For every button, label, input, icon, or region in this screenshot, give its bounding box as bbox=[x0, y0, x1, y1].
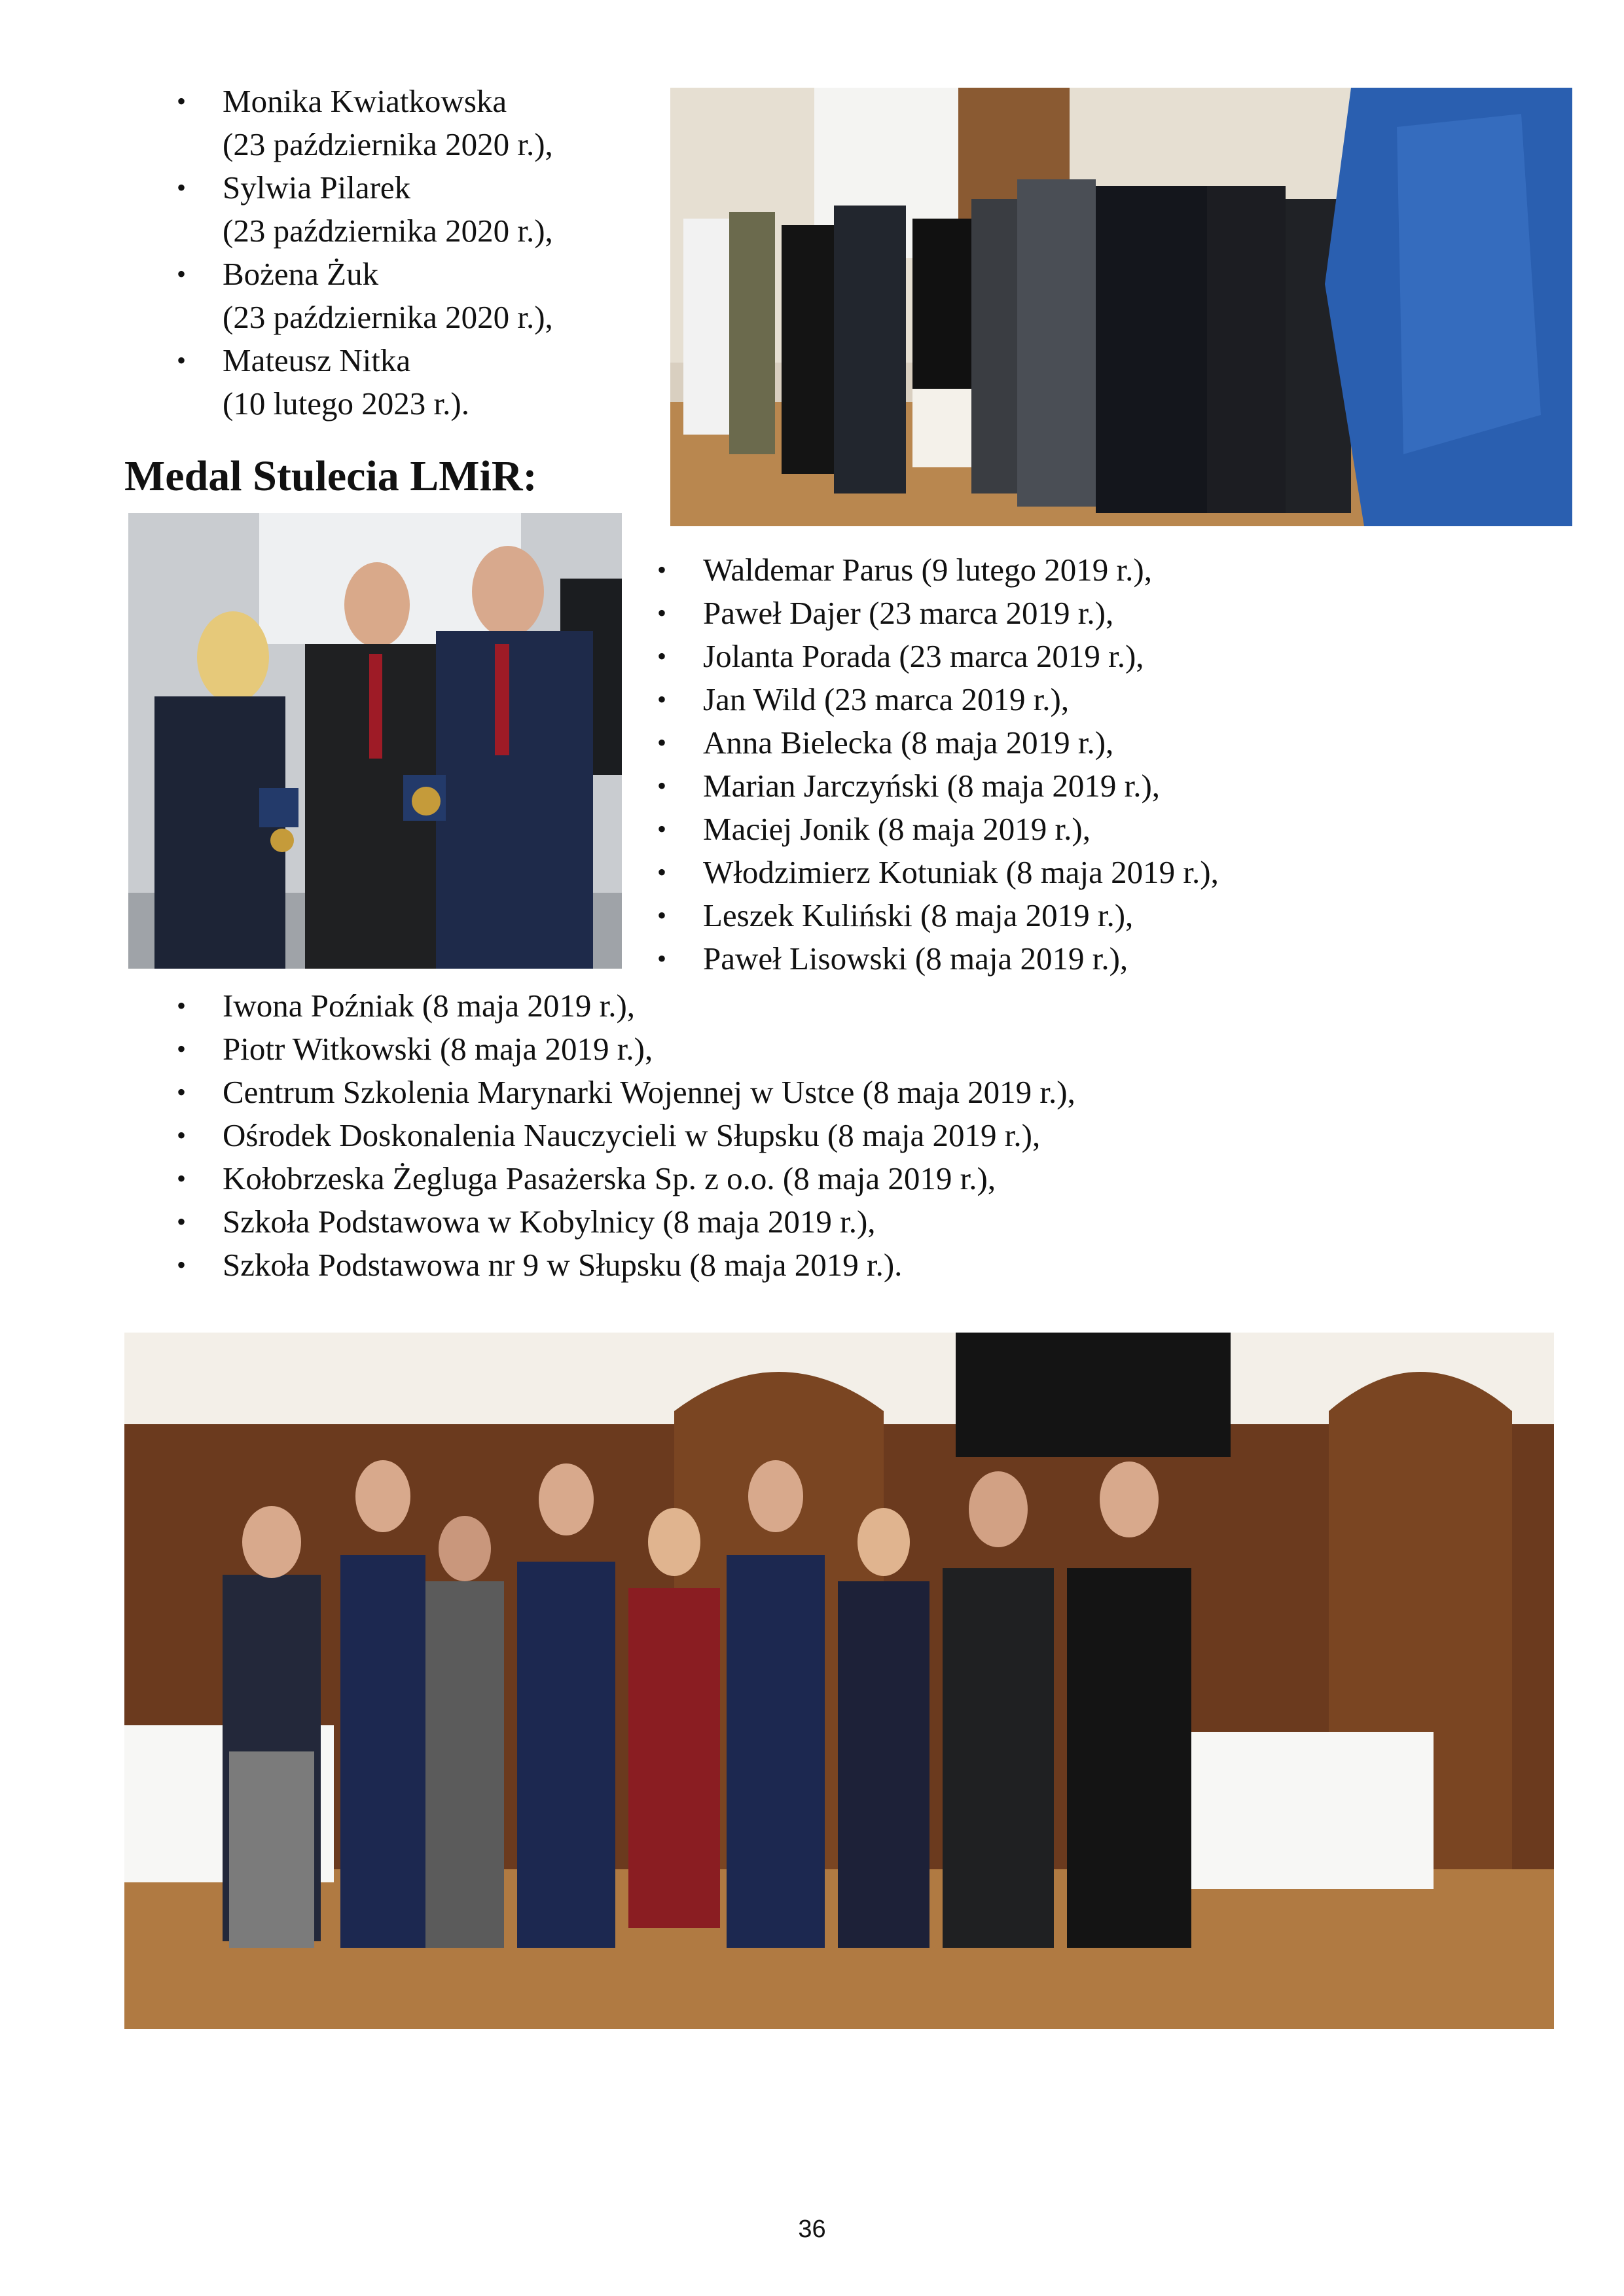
list-item: • Kołobrzeska Żegluga Pasażerska Sp. z o.o. (8 maja 2019 r.), bbox=[223, 1157, 1075, 1200]
list-item: • Centrum Szkolenia Marynarki Wojennej w Ustce (8 maja 2019 r.), bbox=[223, 1071, 1075, 1114]
list-item: • Iwona Poźniak (8 maja 2019 r.), bbox=[223, 984, 1075, 1028]
list-item: • Szkoła Podstawowa w Kobylnicy (8 maja 2019 r.), bbox=[223, 1200, 1075, 1244]
award-list-right bbox=[657, 548, 1219, 980]
list-item: • Paweł Dajer (23 marca 2019 r.), bbox=[703, 592, 1219, 635]
award-list-bottom bbox=[177, 984, 1075, 1287]
bullet-icon: • bbox=[657, 641, 667, 671]
bullet-icon: • bbox=[177, 991, 187, 1020]
list-item: • Jolanta Porada (23 marca 2019 r.), bbox=[703, 635, 1219, 678]
list-item: • Marian Jarczyński (8 maja 2019 r.), bbox=[703, 764, 1219, 808]
bullet-icon: • bbox=[177, 1077, 187, 1107]
bullet-icon: • bbox=[657, 685, 667, 714]
list-item: • Waldemar Parus (9 lutego 2019 r.), bbox=[703, 548, 1219, 592]
list-item: • Anna Bielecka (8 maja 2019 r.), bbox=[703, 721, 1219, 764]
bullet-icon: • bbox=[657, 814, 667, 844]
list-item: • Monika Kwiatkowska (23 października 2020 r.), bbox=[223, 80, 553, 166]
list-item: • Piotr Witkowski (8 maja 2019 r.), bbox=[223, 1028, 1075, 1071]
bullet-icon: • bbox=[177, 1034, 187, 1064]
list-item: • Włodzimierz Kotuniak (8 maja 2019 r.), bbox=[703, 851, 1219, 894]
ceremony-photo bbox=[670, 88, 1572, 526]
list-item: • Mateusz Nitka (10 lutego 2023 r.). bbox=[223, 339, 553, 425]
group-photo bbox=[124, 1333, 1554, 2029]
medal-photo bbox=[128, 513, 622, 969]
list-item: • Maciej Jonik (8 maja 2019 r.), bbox=[703, 808, 1219, 851]
list-item: • Leszek Kuliński (8 maja 2019 r.), bbox=[703, 894, 1219, 937]
list-item: • Jan Wild (23 marca 2019 r.), bbox=[703, 678, 1219, 721]
list-item: • Paweł Lisowski (8 maja 2019 r.), bbox=[703, 937, 1219, 980]
bullet-icon: • bbox=[657, 901, 667, 930]
list-item: • Szkoła Podstawowa nr 9 w Słupsku (8 maja 2019 r.). bbox=[223, 1244, 1075, 1287]
bullet-icon: • bbox=[657, 598, 667, 628]
bullet-icon: • bbox=[657, 771, 667, 800]
award-list-top bbox=[177, 80, 553, 425]
bullet-icon: • bbox=[657, 728, 667, 757]
section-heading: Medal Stulecia LMiR: bbox=[124, 452, 537, 500]
page-number: 36 bbox=[798, 2215, 826, 2243]
bullet-icon: • bbox=[177, 346, 187, 375]
list-item: • Bożena Żuk (23 października 2020 r.), bbox=[223, 253, 553, 339]
bullet-icon: • bbox=[177, 1250, 187, 1280]
bullet-icon: • bbox=[657, 555, 667, 584]
bullet-icon: • bbox=[177, 86, 187, 116]
bullet-icon: • bbox=[177, 1164, 187, 1193]
bullet-icon: • bbox=[177, 259, 187, 289]
bullet-icon: • bbox=[657, 944, 667, 973]
bullet-icon: • bbox=[177, 1121, 187, 1150]
list-item: • Sylwia Pilarek (23 października 2020 r.), bbox=[223, 166, 553, 253]
list-item: • Ośrodek Doskonalenia Nauczycieli w Słupsku (8 maja 2019 r.), bbox=[223, 1114, 1075, 1157]
bullet-icon: • bbox=[657, 857, 667, 887]
bullet-icon: • bbox=[177, 1207, 187, 1236]
bullet-icon: • bbox=[177, 173, 187, 202]
